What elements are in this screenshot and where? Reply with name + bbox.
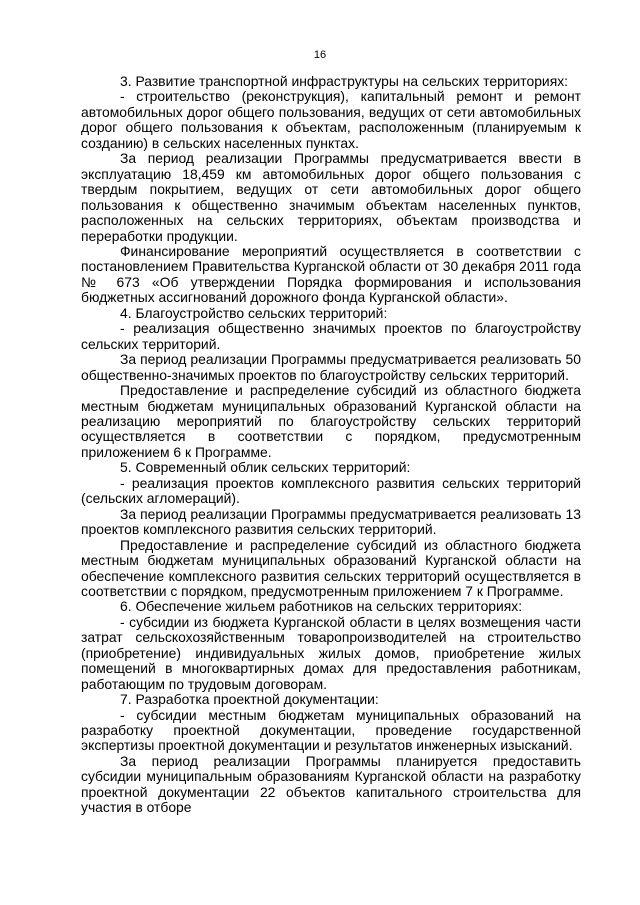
paragraph: Предоставление и распределение субсидий из областного бюджета местным бюджетам муниципальных образований Курганской области на реализацию мероприятий по благоустройству сельских территорий осуществляется в соответствии с порядком, предусмотренным приложением 6 к Программе. xyxy=(81,382,581,460)
paragraph: 6. Обеспечение жильем работников на сельских территориях: xyxy=(120,598,523,615)
paragraph: - реализация общественно значимых проектов по благоустройству сельских территорий. xyxy=(81,320,581,352)
paragraph: За период реализации Программы планируется предоставить субсидии муниципальным образованиям Курганской области на разработку проектной документации 22 объектов капитального строительства для участия в отборе xyxy=(81,752,581,816)
paragraph: 3. Развитие транспортной инфраструктуры на сельских территориях: xyxy=(120,73,569,89)
paragraph: 4. Благоустройство сельских территорий: xyxy=(120,304,388,321)
document-body xyxy=(81,74,581,816)
paragraph: - реализация проектов комплексного развития сельских территорий (сельских агломераций). xyxy=(81,474,581,507)
paragraph: За период реализации Программы предусматривается реализовать 13 проектов комплексного развития сельских территорий. xyxy=(81,505,581,538)
page-number: 16 xyxy=(313,49,327,61)
paragraph: За период реализации Программы предусматривается реализовать 50 общественно-значимых проектов по благоустройству сельских территорий. xyxy=(81,351,581,383)
paragraph: - строительство (реконструкция), капитальный ремонт и ремонт автомобильных дорог общего пользования, ведущих от сети автомобильных дорог общего пользования к объектам, расположенным (планируемым к созданию) в сельских населенных пунктах. xyxy=(81,88,581,151)
paragraph: - субсидии из бюджета Курганской области в целях возмещения части затрат сельскохозяйственным товаропроизводителей на строительство (приобретение) индивидуальных жилых домов, приобретение жилых помещений в многоквартирных домах для предоставления работникам, работающим по трудовым договорам. xyxy=(81,613,581,692)
paragraph: 5. Современный облик сельских территорий: xyxy=(120,459,411,476)
paragraph: За период реализации Программы предусматривается ввести в эксплуатацию 18,459 км автомобильных дорог общего пользования с твердым покрытием, ведущих от сети автомобильных дорог общего пользования к общественно значимым объектам населенных пунктов, расположенных на сельских территориях, объектам производства и переработки продукции. xyxy=(81,150,581,244)
paragraph: Предоставление и распределение субсидий из областного бюджета местным бюджетам муниципальных образований Курганской области на обеспечение комплексного развития сельских территорий осуществляется в соответствии с порядком, предусмотренным приложением 7 к Программе. xyxy=(81,536,581,599)
paragraph: - субсидии местным бюджетам муниципальных образований на разработку проектной документации, проведение государственной экспертизы проектной документации и результатов инженерных изысканий. xyxy=(81,706,581,754)
paragraph: Финансирование мероприятий осуществляется в соответствии с постановлением Правительства Курганской области от 30 декабря 2011 года № 673 «Об утверждении Порядка формирования и использования бюджетных ассигнований дорожного фонда Курганской области». xyxy=(81,242,581,306)
paragraph: 7. Разработка проектной документации: xyxy=(120,691,379,708)
